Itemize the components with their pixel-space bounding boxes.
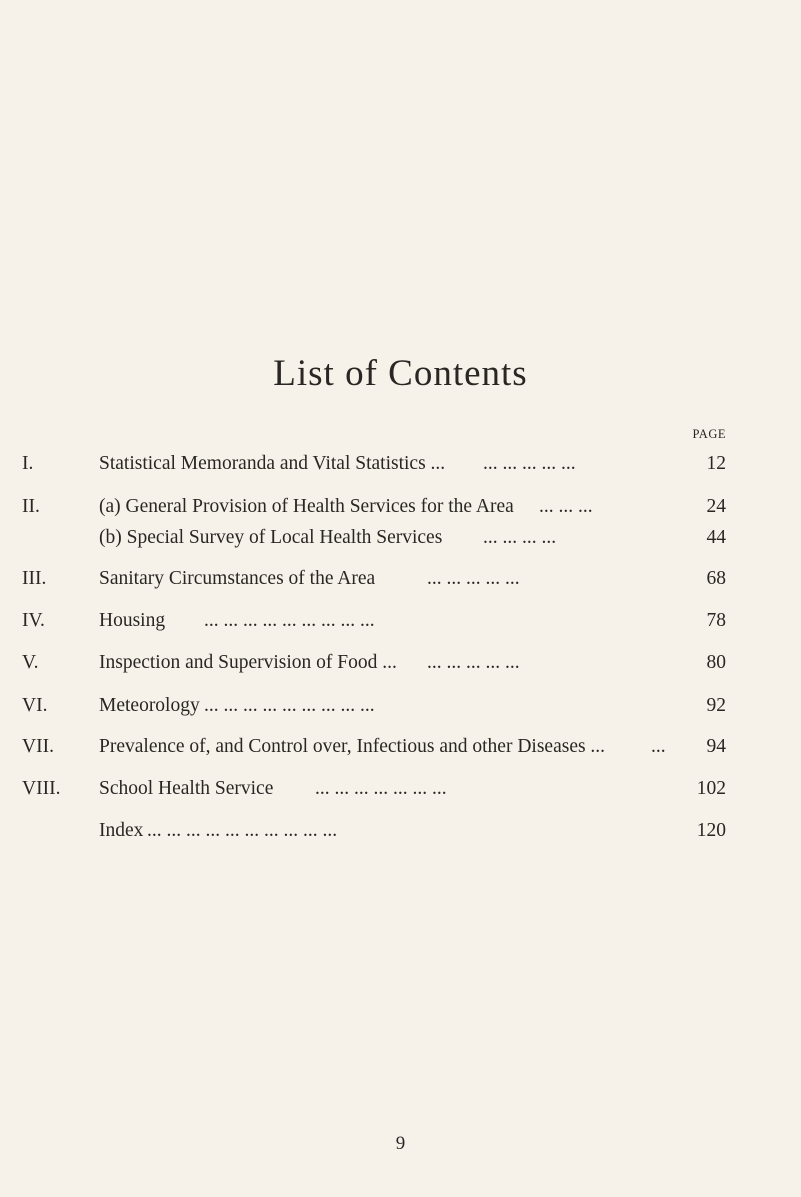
- toc-leader: ... ... ... ... ... ... ...: [315, 778, 447, 799]
- toc-leader: ... ... ... ... ...: [427, 652, 520, 673]
- toc-page-number: 68: [706, 568, 726, 589]
- toc-leader: ... ... ... ... ... ... ... ... ...: [204, 695, 375, 716]
- toc-entry: [0, 566, 801, 592]
- toc-page-number: 120: [696, 820, 726, 841]
- toc-numeral: VIII.: [22, 778, 61, 799]
- toc-title: Meteorology: [99, 695, 200, 716]
- toc-page-number: 102: [696, 778, 726, 799]
- toc-numeral: VII.: [22, 736, 54, 757]
- toc-numeral: I.: [22, 453, 34, 474]
- toc-numeral: II.: [22, 496, 40, 517]
- toc-leader: ... ... ... ... ... ... ... ... ...: [204, 610, 375, 631]
- toc-title: Index: [99, 820, 144, 841]
- toc-title: Statistical Memoranda and Vital Statistics ...: [99, 453, 446, 474]
- toc-entry: [0, 650, 801, 676]
- toc-page-number: 80: [706, 652, 726, 673]
- toc-entry: [0, 734, 801, 760]
- page-folio-number: 9: [395, 1133, 406, 1154]
- toc-numeral: III.: [22, 568, 47, 589]
- toc-leader: ... ... ... ... ...: [427, 568, 520, 589]
- toc-title: Housing: [99, 610, 166, 631]
- toc-entry: [0, 525, 801, 551]
- toc-entry: [0, 451, 801, 477]
- toc-entry: [0, 693, 801, 719]
- toc-page-number: 92: [706, 695, 726, 716]
- toc-leader: ... ... ... ...: [483, 527, 557, 548]
- toc-entry: [0, 776, 801, 802]
- toc-title: School Health Service: [99, 778, 274, 799]
- toc-page-number: 94: [706, 736, 726, 757]
- page-title: List of Contents: [273, 353, 528, 394]
- toc-page-number: 78: [706, 610, 726, 631]
- toc-page-number: 12: [706, 453, 726, 474]
- toc-leader: ... ... ... ... ...: [483, 453, 576, 474]
- toc-title: (b) Special Survey of Local Health Services: [99, 527, 443, 548]
- toc-title: Prevalence of, and Control over, Infectious and other Diseases ...: [99, 736, 606, 757]
- toc-numeral: VI.: [22, 695, 48, 716]
- toc-leader: ...: [651, 736, 666, 757]
- toc-entry: [0, 818, 801, 844]
- toc-leader: ... ... ... ... ... ... ... ... ... ...: [147, 820, 338, 841]
- toc-leader: ... ... ...: [539, 496, 593, 517]
- toc-numeral: IV.: [22, 610, 45, 631]
- toc-numeral: V.: [22, 652, 39, 673]
- toc-title: Inspection and Supervision of Food ...: [99, 652, 397, 673]
- toc-title: Sanitary Circumstances of the Area: [99, 568, 376, 589]
- toc-page-number: 24: [706, 496, 726, 517]
- toc-entry: [0, 494, 801, 520]
- toc-page-number: 44: [706, 527, 726, 548]
- toc-entry: [0, 608, 801, 634]
- page-column-heading: PAGE: [692, 427, 726, 441]
- toc-title: (a) General Provision of Health Services for the Area: [99, 496, 514, 517]
